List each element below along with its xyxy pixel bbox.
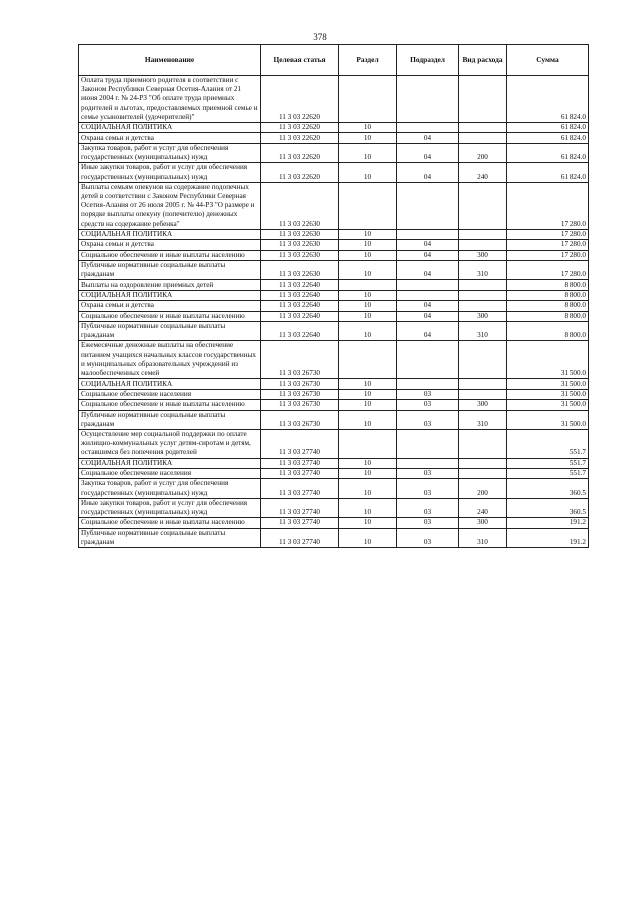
table-row (79, 458, 589, 468)
cell-target: 11 3 03 22620 (261, 143, 339, 162)
cell-section: 10 (339, 133, 397, 143)
cell-amount: 61 824.0 (507, 163, 589, 182)
cell-section: 10 (339, 123, 397, 133)
header-expense-type: Вид расхода (459, 45, 507, 76)
table-row (79, 528, 589, 547)
cell-name (79, 133, 261, 143)
cell-amount: 360.5 (507, 498, 589, 517)
cell-name (79, 76, 261, 123)
table-row (79, 410, 589, 429)
row-name-text: Социальное обеспечение и иные выплаты населению (81, 518, 245, 527)
table-row (79, 123, 589, 133)
cell-subsection (397, 458, 459, 468)
cell-name (79, 261, 261, 280)
cell-name (79, 250, 261, 260)
cell-target: 11 3 03 22630 (261, 182, 339, 229)
cell-target: 11 3 03 26730 (261, 341, 339, 379)
cell-name (79, 468, 261, 478)
cell-amount: 551.7 (507, 458, 589, 468)
header-subsection: Подраздел (397, 45, 459, 76)
cell-name (79, 182, 261, 229)
budget-table (78, 44, 589, 548)
row-name-text: Иные закупки товаров, работ и услуг для обеспечения государственных (муниципальных) нужд (81, 163, 248, 181)
cell-amount: 17 280.0 (507, 240, 589, 250)
header-section: Раздел (339, 45, 397, 76)
table-row (79, 76, 589, 123)
cell-expense-type (459, 229, 507, 239)
table-row (79, 400, 589, 410)
cell-name (79, 458, 261, 468)
cell-section: 10 (339, 479, 397, 498)
row-name-text: Выплаты семьям опекунов на содержание подопечных детей в соответствии с Законом Республики Северная Осетия-Алания от 26 июля 2005 г. № 44-РЗ "О размере и порядке выплаты опекуну (попечителю) денежных средств на содержание ребенка" (81, 182, 255, 228)
cell-subsection: 04 (397, 250, 459, 260)
cell-section: 10 (339, 322, 397, 341)
table-row (79, 229, 589, 239)
cell-name (79, 163, 261, 182)
cell-subsection: 04 (397, 261, 459, 280)
row-name-text: Социальное обеспечение и иные выплаты населению (81, 400, 245, 409)
cell-name (79, 301, 261, 311)
cell-subsection (397, 280, 459, 290)
cell-target: 11 3 03 22640 (261, 280, 339, 290)
cell-subsection (397, 123, 459, 133)
table-row (79, 240, 589, 250)
cell-amount: 61 824.0 (507, 133, 589, 143)
cell-target: 11 3 03 22640 (261, 290, 339, 300)
cell-section: 10 (339, 143, 397, 162)
table-row (79, 261, 589, 280)
cell-expense-type: 240 (459, 498, 507, 517)
cell-subsection: 03 (397, 400, 459, 410)
cell-expense-type (459, 123, 507, 133)
row-name-text: Социальное обеспечение и иные выплаты населению (81, 311, 245, 320)
row-name-text: Осуществление мер социальной поддержки по оплате жилищно-коммунальных услуг детям-сиротам и детям, оставшимся без попечения родителей (81, 429, 251, 457)
cell-section (339, 280, 397, 290)
cell-amount: 8 800.0 (507, 311, 589, 321)
cell-subsection (397, 229, 459, 239)
row-name-text: СОЦИАЛЬНАЯ ПОЛИТИКА (81, 291, 173, 300)
cell-section: 10 (339, 311, 397, 321)
row-name-text: Выплаты на оздоровление приемных детей (81, 280, 214, 289)
cell-section: 10 (339, 229, 397, 239)
cell-expense-type: 300 (459, 400, 507, 410)
cell-subsection: 04 (397, 143, 459, 162)
cell-amount: 191.2 (507, 528, 589, 547)
cell-section: 10 (339, 240, 397, 250)
table-row (79, 479, 589, 498)
cell-subsection: 04 (397, 240, 459, 250)
cell-amount: 17 280.0 (507, 182, 589, 229)
cell-subsection: 03 (397, 479, 459, 498)
cell-section: 10 (339, 528, 397, 547)
cell-target: 11 3 03 22640 (261, 311, 339, 321)
cell-name (79, 518, 261, 528)
cell-section: 10 (339, 389, 397, 399)
cell-expense-type: 300 (459, 311, 507, 321)
cell-target: 11 3 03 26730 (261, 400, 339, 410)
table-row (79, 341, 589, 379)
cell-amount: 8 800.0 (507, 322, 589, 341)
cell-target: 11 3 03 27740 (261, 479, 339, 498)
cell-target: 11 3 03 22640 (261, 301, 339, 311)
header-name: Наименование (79, 45, 261, 76)
cell-subsection: 03 (397, 498, 459, 517)
cell-subsection: 03 (397, 389, 459, 399)
cell-target: 11 3 03 22620 (261, 133, 339, 143)
cell-name (79, 410, 261, 429)
table-row (79, 468, 589, 478)
table-row (79, 379, 589, 389)
cell-name (79, 341, 261, 379)
cell-expense-type: 200 (459, 143, 507, 162)
cell-subsection: 04 (397, 301, 459, 311)
cell-amount: 360.5 (507, 479, 589, 498)
row-name-text: Социальное обеспечение и иные выплаты населению (81, 250, 245, 259)
cell-amount: 31 500.0 (507, 341, 589, 379)
cell-expense-type (459, 379, 507, 389)
row-name-text: Охрана семьи и детства (81, 301, 154, 310)
cell-amount: 17 280.0 (507, 229, 589, 239)
cell-amount: 31 500.0 (507, 410, 589, 429)
cell-expense-type: 310 (459, 261, 507, 280)
cell-target: 11 3 03 22630 (261, 229, 339, 239)
cell-section (339, 76, 397, 123)
cell-name (79, 123, 261, 133)
cell-amount: 61 824.0 (507, 143, 589, 162)
cell-target: 11 3 03 27740 (261, 429, 339, 458)
cell-subsection: 04 (397, 311, 459, 321)
cell-amount: 31 500.0 (507, 400, 589, 410)
cell-section: 10 (339, 498, 397, 517)
cell-expense-type (459, 182, 507, 229)
cell-target: 11 3 03 27740 (261, 498, 339, 517)
table-row (79, 143, 589, 162)
table-row (79, 133, 589, 143)
cell-subsection (397, 379, 459, 389)
cell-expense-type (459, 280, 507, 290)
cell-expense-type: 310 (459, 322, 507, 341)
cell-target: 11 3 03 22620 (261, 163, 339, 182)
cell-name (79, 290, 261, 300)
cell-amount: 551.7 (507, 429, 589, 458)
cell-name (79, 143, 261, 162)
cell-expense-type: 240 (459, 163, 507, 182)
cell-amount: 551.7 (507, 468, 589, 478)
row-name-text: Оплата труда приемного родителя в соответствии с Законом Республики Северная Осетия-Алания от 21 июня 2004 г. № 24-РЗ "Об оплате труда приемных родителей и льготах, предоставляемых приемной семье и семье усыновителей (удочерителей)" (81, 76, 258, 121)
header-target: Целевая статья (261, 45, 339, 76)
cell-target: 11 3 03 27740 (261, 468, 339, 478)
cell-name (79, 479, 261, 498)
cell-name (79, 240, 261, 250)
cell-target: 11 3 03 26730 (261, 379, 339, 389)
cell-expense-type (459, 240, 507, 250)
cell-section (339, 429, 397, 458)
row-name-text: СОЦИАЛЬНАЯ ПОЛИТИКА (81, 123, 173, 132)
cell-subsection (397, 76, 459, 123)
cell-section (339, 341, 397, 379)
table-row (79, 498, 589, 517)
cell-subsection: 04 (397, 163, 459, 182)
row-name-text: Социальное обеспечение населения (81, 469, 192, 478)
cell-section: 10 (339, 250, 397, 260)
cell-expense-type: 310 (459, 528, 507, 547)
cell-target: 11 3 03 22620 (261, 123, 339, 133)
cell-section: 10 (339, 290, 397, 300)
page-number: 378 (313, 32, 327, 42)
cell-expense-type (459, 389, 507, 399)
cell-subsection: 03 (397, 410, 459, 429)
table-row (79, 250, 589, 260)
table-row (79, 290, 589, 300)
table-row (79, 280, 589, 290)
table-row (79, 163, 589, 182)
row-name-text: Публичные нормативные социальные выплаты гражданам (81, 322, 226, 340)
cell-target: 11 3 03 26730 (261, 389, 339, 399)
cell-name (79, 322, 261, 341)
row-name-text: СОЦИАЛЬНАЯ ПОЛИТИКА (81, 379, 173, 388)
cell-target: 11 3 03 27740 (261, 518, 339, 528)
cell-amount: 31 500.0 (507, 379, 589, 389)
cell-amount: 61 824.0 (507, 76, 589, 123)
cell-amount: 17 280.0 (507, 250, 589, 260)
row-name-text: Иные закупки товаров, работ и услуг для обеспечения государственных (муниципальных) нужд (81, 498, 248, 517)
cell-subsection (397, 429, 459, 458)
table-row (79, 518, 589, 528)
cell-expense-type (459, 133, 507, 143)
cell-amount: 8 800.0 (507, 290, 589, 300)
table-row (79, 182, 589, 229)
cell-expense-type: 310 (459, 410, 507, 429)
row-name-text: Публичные нормативные социальные выплаты гражданам (81, 410, 226, 428)
row-name-text: Публичные нормативные социальные выплаты гражданам (81, 528, 226, 546)
table-row (79, 429, 589, 458)
cell-section: 10 (339, 410, 397, 429)
row-name-text: Социальное обеспечение населения (81, 389, 192, 398)
cell-section: 10 (339, 261, 397, 280)
cell-subsection: 03 (397, 518, 459, 528)
cell-section: 10 (339, 163, 397, 182)
header-amount: Сумма (507, 45, 589, 76)
row-name-text: СОЦИАЛЬНАЯ ПОЛИТИКА (81, 230, 173, 239)
row-name-text: Охрана семьи и детства (81, 240, 154, 249)
cell-target: 11 3 03 22630 (261, 261, 339, 280)
cell-target: 11 3 03 22620 (261, 76, 339, 123)
cell-section: 10 (339, 400, 397, 410)
row-name-text: Публичные нормативные социальные выплаты гражданам (81, 261, 226, 279)
cell-name (79, 429, 261, 458)
cell-target: 11 3 03 27740 (261, 458, 339, 468)
table-header-row (79, 45, 589, 76)
table-row (79, 389, 589, 399)
cell-amount: 8 800.0 (507, 280, 589, 290)
cell-expense-type: 300 (459, 518, 507, 528)
table-row (79, 322, 589, 341)
cell-name (79, 389, 261, 399)
cell-name (79, 498, 261, 517)
cell-expense-type (459, 76, 507, 123)
cell-expense-type: 300 (459, 250, 507, 260)
cell-section: 10 (339, 379, 397, 389)
cell-subsection (397, 341, 459, 379)
cell-target: 11 3 03 26730 (261, 410, 339, 429)
cell-amount: 31 500.0 (507, 389, 589, 399)
cell-name (79, 229, 261, 239)
cell-amount: 61 824.0 (507, 123, 589, 133)
row-name-text: Закупка товаров, работ и услуг для обеспечения государственных (муниципальных) нужд (81, 479, 229, 497)
cell-name (79, 280, 261, 290)
cell-name (79, 528, 261, 547)
cell-amount: 191.2 (507, 518, 589, 528)
cell-expense-type (459, 341, 507, 379)
cell-section: 10 (339, 301, 397, 311)
cell-expense-type (459, 290, 507, 300)
cell-target: 11 3 03 22630 (261, 240, 339, 250)
cell-target: 11 3 03 22630 (261, 250, 339, 260)
row-name-text: СОЦИАЛЬНАЯ ПОЛИТИКА (81, 458, 173, 467)
cell-expense-type (459, 458, 507, 468)
cell-target: 11 3 03 22640 (261, 322, 339, 341)
cell-target: 11 3 03 27740 (261, 528, 339, 547)
cell-section (339, 182, 397, 229)
cell-name (79, 311, 261, 321)
cell-expense-type (459, 468, 507, 478)
cell-name (79, 400, 261, 410)
cell-section: 10 (339, 458, 397, 468)
cell-section: 10 (339, 468, 397, 478)
cell-amount: 8 800.0 (507, 301, 589, 311)
cell-name (79, 379, 261, 389)
cell-subsection (397, 290, 459, 300)
cell-subsection: 04 (397, 133, 459, 143)
cell-expense-type (459, 301, 507, 311)
table-row (79, 301, 589, 311)
cell-expense-type (459, 429, 507, 458)
row-name-text: Закупка товаров, работ и услуг для обеспечения государственных (муниципальных) нужд (81, 143, 229, 162)
table-row (79, 311, 589, 321)
row-name-text: Ежемесячные денежные выплаты на обеспечение питанием учащихся начальных классов государственных и муниципальных образовательных учреждений из малообеспеченных семей (81, 341, 256, 378)
cell-subsection: 03 (397, 468, 459, 478)
cell-section: 10 (339, 518, 397, 528)
cell-subsection: 04 (397, 322, 459, 341)
row-name-text: Охрана семьи и детства (81, 133, 154, 142)
cell-amount: 17 280.0 (507, 261, 589, 280)
cell-subsection (397, 182, 459, 229)
cell-subsection: 03 (397, 528, 459, 547)
cell-expense-type: 200 (459, 479, 507, 498)
